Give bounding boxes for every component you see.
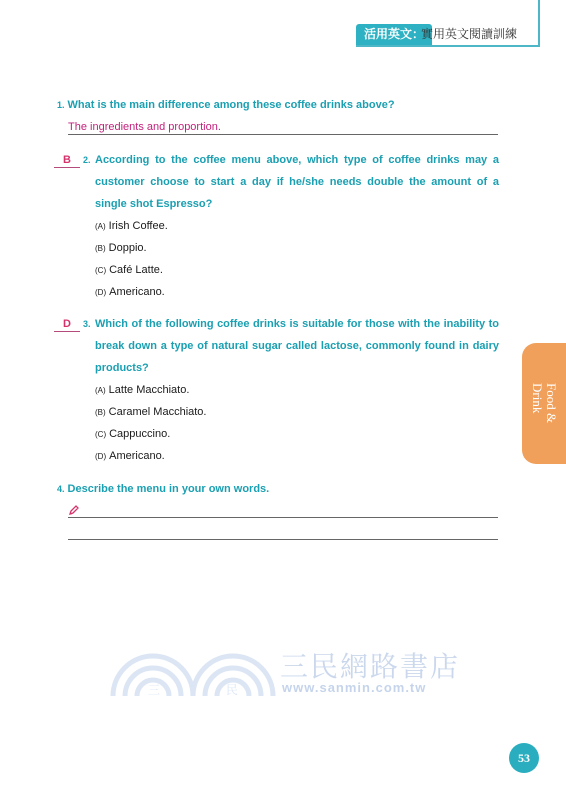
option-a xyxy=(95,220,168,232)
option-text: Latte Macchiato. xyxy=(108,384,190,396)
option-letter: (D) xyxy=(95,452,107,461)
option-text: Americano. xyxy=(109,450,165,462)
question-number: 4. xyxy=(57,484,65,494)
pencil-icon-graphic xyxy=(68,504,80,516)
question-3-text: Which of the following coffee drinks is suitable for those with the inability to break down a type of natural sugar called lactose, commonly found in dairy products? xyxy=(95,318,499,374)
question-4 xyxy=(57,483,269,495)
question-1 xyxy=(57,99,395,111)
header-rule-horizontal xyxy=(356,45,540,47)
option-letter: (A) xyxy=(95,222,106,231)
question-2-text: According to the coffee menu above, which type of coffee drinks may a customer choose to start a day if he/she needs double the amount of a single shot Espresso? xyxy=(95,154,499,210)
option-letter: (A) xyxy=(95,386,106,395)
option-letter: (B) xyxy=(95,408,106,417)
header-tag: 活用英文： xyxy=(356,24,432,45)
option-text: Cappuccino. xyxy=(109,428,171,440)
option-letter: (D) xyxy=(95,288,107,297)
option-d xyxy=(95,450,165,462)
question-number: 1. xyxy=(57,100,65,110)
header-rule-vertical xyxy=(538,0,540,47)
chapter-side-label: Food & Drink xyxy=(530,383,559,424)
answer-line xyxy=(68,539,498,540)
option-d xyxy=(95,286,165,298)
question-number: 3. xyxy=(83,319,91,329)
option-b xyxy=(95,242,147,254)
watermark-url: www.sanmin.com.tw xyxy=(282,680,427,695)
header-title: 實用英文閱讀訓練 xyxy=(421,27,518,41)
question-number-2 xyxy=(83,154,94,166)
option-text: Café Latte. xyxy=(109,264,163,276)
option-text: Americano. xyxy=(109,286,165,298)
question-text: Describe the menu in your own words. xyxy=(67,483,270,495)
option-c xyxy=(95,428,170,440)
page-number: 53 xyxy=(509,743,539,773)
option-text: Caramel Macchiato. xyxy=(108,406,207,418)
answer-line xyxy=(68,134,498,135)
option-a xyxy=(95,384,189,396)
watermark-title: 三民網路書店 xyxy=(280,650,461,683)
answer-line xyxy=(68,517,498,518)
answer-blank-2: B xyxy=(54,154,80,168)
watermark-char-right: 民 xyxy=(226,683,239,697)
answer-blank-3: D xyxy=(54,318,80,332)
option-c xyxy=(95,264,163,276)
question-text: What is the main difference among these coffee drinks above? xyxy=(67,99,395,111)
watermark-char-left: 三 xyxy=(148,683,161,697)
question-number-3 xyxy=(83,318,94,330)
option-b xyxy=(95,406,207,418)
answer-1: The ingredients and proportion. xyxy=(68,121,221,133)
option-text: Irish Coffee. xyxy=(108,220,168,232)
option-letter: (C) xyxy=(95,266,107,275)
option-text: Doppio. xyxy=(108,242,147,254)
option-letter: (B) xyxy=(95,244,106,253)
question-number: 2. xyxy=(83,155,91,165)
option-letter: (C) xyxy=(95,430,107,439)
